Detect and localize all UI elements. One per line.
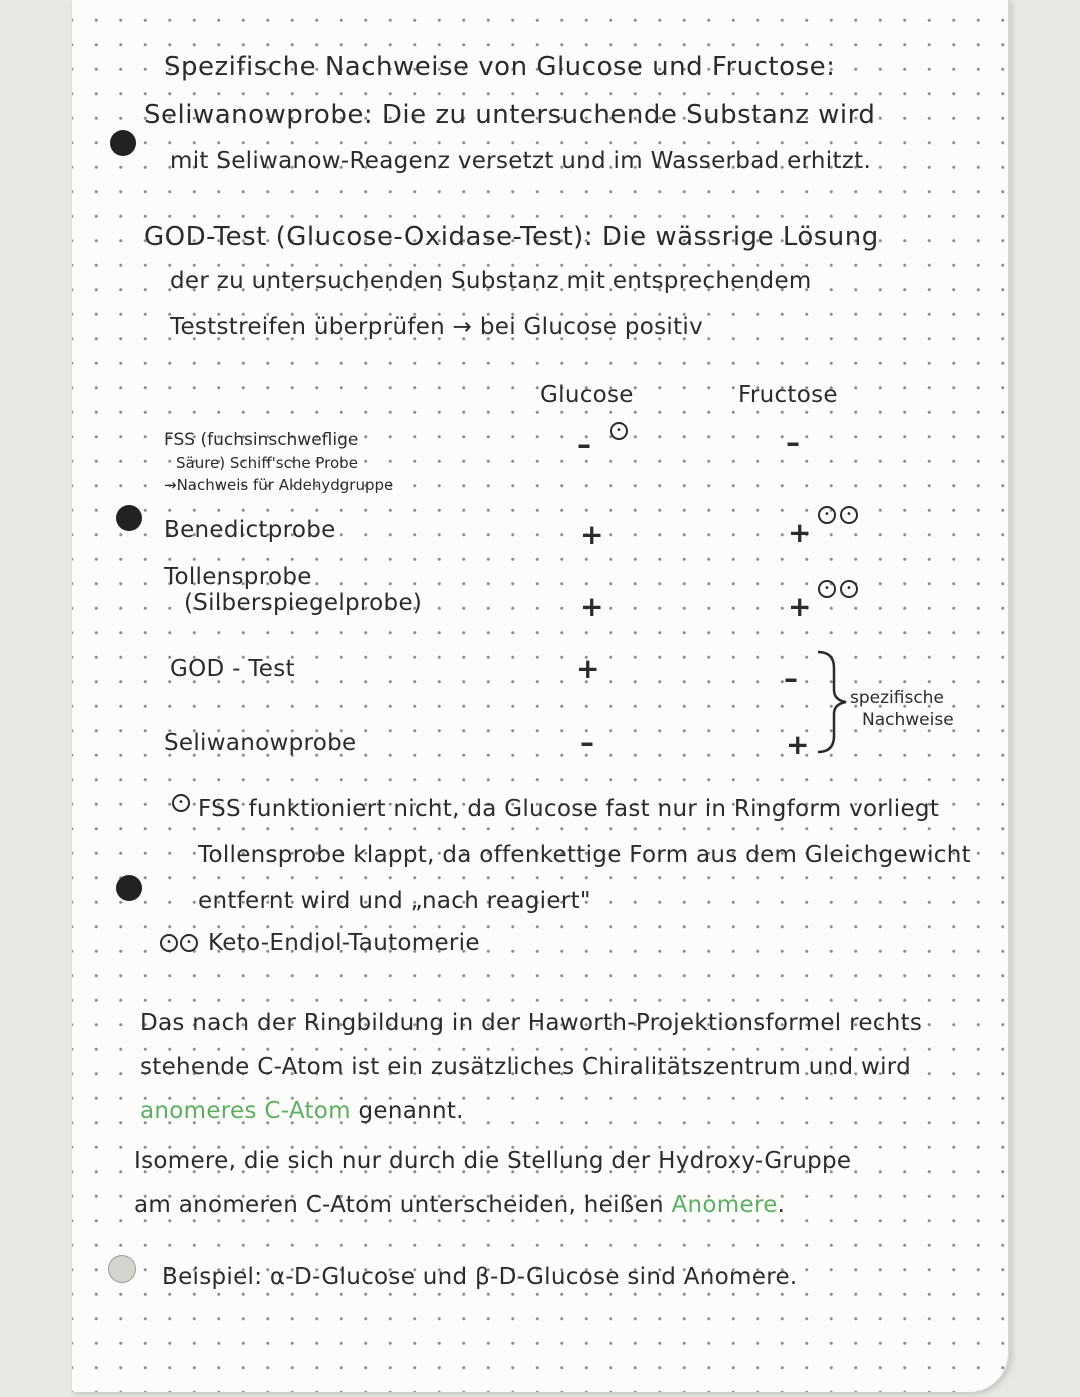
glucose-result: – [577, 428, 591, 461]
row-label: GOD - Test [170, 656, 295, 682]
footnote-marker-icon: • [840, 580, 858, 598]
bracket-label: spezifische [850, 688, 944, 708]
anomer-line-4: Isomere, die sich nur durch die Stellung der Hydroxy-Gruppe [134, 1148, 852, 1174]
footnote-marker-icon: • [840, 506, 858, 524]
footnote-1-line-3: entfernt wird und „nach reagiert" [198, 888, 591, 914]
column-header-glucose: Glucose [540, 382, 634, 408]
god-line-3: Teststreifen überprüfen → bei Glucose positiv [170, 314, 704, 340]
glucose-result: + [580, 518, 604, 551]
fructose-result: – [784, 662, 798, 695]
footnote-marker-icon: • [818, 580, 836, 598]
glucose-result: + [580, 590, 604, 623]
term-anomere: Anomere [671, 1192, 778, 1218]
row-label: (Silberspiegelprobe) [184, 590, 423, 616]
punch-hole [110, 130, 136, 156]
glucose-result: + [576, 652, 600, 685]
footnote-1-line-1: FSS funktioniert nicht, da Glucose fast nur in Ringform vorliegt [198, 796, 940, 822]
term-anomeres-c-atom: anomeres C-Atom [140, 1098, 351, 1124]
example-line: Beispiel: α-D-Glucose und β-D-Glucose sind Anomere. [162, 1264, 798, 1290]
fructose-result: + [786, 728, 810, 761]
anomer-line-3 [140, 1098, 464, 1124]
anomer-line-5-end: . [777, 1192, 786, 1218]
footnote-2: Keto-Endiol-Tautomerie [208, 930, 480, 956]
fructose-result: – [786, 426, 800, 459]
row-label: Säure) Schiff'sche Probe [176, 454, 358, 472]
page-title: Spezifische Nachweise von Glucose und Fructose: [164, 52, 836, 82]
column-header-fructose: Fructose [738, 382, 838, 408]
seliwanow-line-2: mit Seliwanow-Reagenz versetzt und im Wasserbad erhitzt. [170, 148, 872, 174]
row-label: Seliwanowprobe [164, 730, 357, 756]
glucose-result: – [580, 726, 594, 759]
punch-hole [116, 505, 142, 531]
punch-hole [108, 1255, 136, 1283]
row-label: Benedictprobe [164, 517, 336, 543]
anomer-line-2: stehende C-Atom ist ein zusätzliches Chiralitätszentrum und wird [140, 1054, 912, 1080]
god-line-1: GOD-Test (Glucose-Oxidase-Test): Die wässrige Lösung [144, 222, 879, 252]
fructose-result: + [788, 516, 812, 549]
anomer-line-5 [134, 1192, 785, 1218]
footnote-marker-icon: • [172, 794, 190, 812]
footnote-marker-icon: • [160, 934, 178, 952]
seliwanow-line-1: Seliwanowprobe: Die zu untersuchende Substanz wird [144, 100, 876, 130]
row-label: Tollensprobe [164, 564, 312, 590]
footnote-marker-icon: • [818, 506, 836, 524]
notebook-page [72, 0, 1010, 1392]
anomer-line-3-rest: genannt. [350, 1098, 464, 1124]
anomer-line-5-start: am anomeren C-Atom unterscheiden, heißen [134, 1192, 672, 1218]
god-line-2: der zu untersuchenden Substanz mit entsprechendem [170, 268, 812, 294]
curly-brace-icon [814, 650, 850, 754]
punch-hole [116, 875, 142, 901]
anomer-line-1: Das nach der Ringbildung in der Haworth-Projektionsformel rechts [140, 1010, 923, 1036]
footnote-marker-icon: • [610, 422, 628, 440]
row-label: FSS (fuchsinschweflige [164, 430, 359, 450]
bracket-label: Nachweise [862, 710, 954, 730]
fructose-result: + [788, 590, 812, 623]
footnote-1-line-2: Tollensprobe klappt, da offenkettige Form aus dem Gleichgewicht [198, 842, 971, 868]
footnote-marker-icon: • [180, 934, 198, 952]
row-label: →Nachweis für Aldehydgruppe [164, 476, 394, 494]
